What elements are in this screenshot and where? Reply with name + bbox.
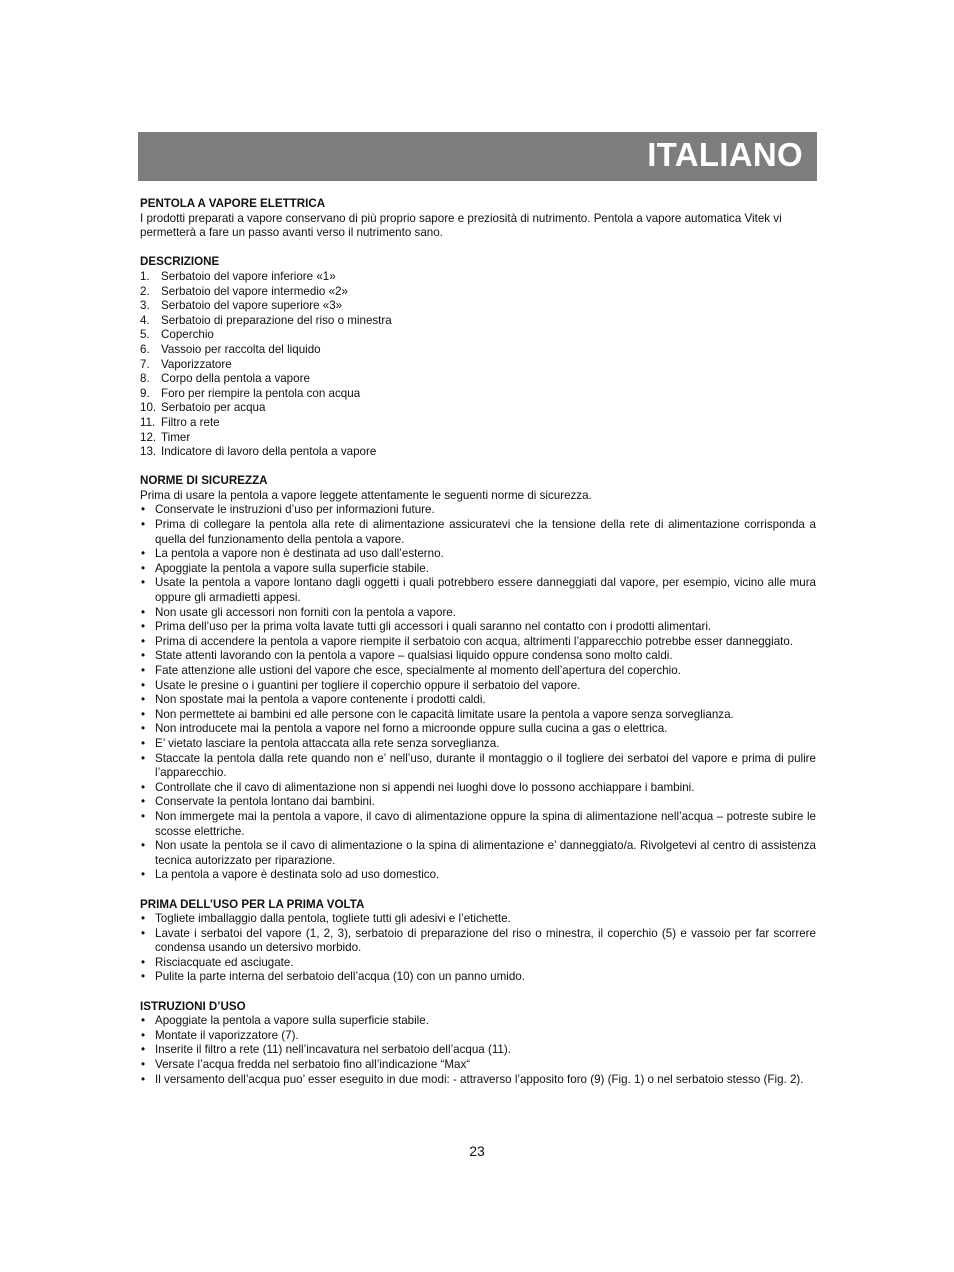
bullet-text: Non introducete mai la pentola a vapore nel forno a microonde oppure sulla cucina a gas o elettrica.: [155, 722, 668, 736]
description-item: [140, 416, 816, 431]
item-number: 4.: [140, 313, 150, 327]
item-text: Serbatoio del vapore superiore «3»: [161, 299, 343, 313]
item-text: Foro per riempire la pentola con acqua: [161, 386, 361, 400]
bullet-item: [140, 752, 816, 781]
item-number: 7.: [140, 357, 150, 371]
description-item: [140, 401, 816, 416]
bullet-text: Non spostate mai la pentola a vapore contenente i prodotti caldi.: [155, 693, 486, 707]
bullet-text: Non immergete mai la pentola a vapore, il cavo di alimentazione oppure la spina di alimentazione nell’acqua – potreste subire le scosse elettriche.: [155, 809, 816, 838]
page-content: [140, 197, 816, 1102]
language-title: ITALIANO: [647, 136, 803, 173]
bullet-text: Togliete imballaggio dalla pentola, togliete tutti gli adesivi e l’etichette.: [155, 912, 511, 926]
bullet-item: [140, 970, 816, 985]
bullet-icon: •: [141, 693, 146, 707]
bullet-icon: •: [141, 868, 146, 882]
instructions-heading: ISTRUZIONI D’USO: [140, 999, 246, 1013]
bullet-text: Non permettete ai bambini ed alle persone con le capacità limitate usare la pentola a vapore senza sorveglianza.: [155, 707, 734, 721]
item-text: Serbatoio per acqua: [161, 401, 266, 415]
bullet-item: [140, 547, 816, 562]
bullet-icon: •: [141, 722, 146, 736]
first-use-list: [140, 912, 816, 985]
bullet-icon: •: [141, 912, 146, 926]
first-use-section: [140, 898, 816, 986]
bullet-icon: •: [141, 649, 146, 663]
item-number: 2.: [140, 284, 150, 298]
bullet-item: [140, 576, 816, 605]
item-text: Serbatoio del vapore intermedio «2»: [161, 284, 348, 298]
bullet-text: Lavate i serbatoi del vapore (1, 2, 3), serbatoio di preparazione del riso o minestra, il coperchio (5) e vassoio per far scorrere condensa usando un detersivo morbido.: [155, 926, 816, 955]
bullet-icon: •: [141, 518, 146, 532]
bullet-text: Non usate la pentola se il cavo di alimentazione o la spina di alimentazione e’ danneggiato/a. Rivolgetevi al centro di assistenza tecnica autorizzato per riparazione.: [155, 839, 816, 867]
bullet-item: [140, 868, 816, 883]
instructions-list: [140, 1014, 816, 1087]
bullet-text: Non usate gli accessori non forniti con la pentola a vapore.: [155, 605, 456, 619]
bullet-icon: •: [141, 707, 146, 721]
item-number: 13.: [140, 445, 157, 459]
bullet-icon: •: [141, 576, 146, 590]
bullet-item: [140, 1058, 816, 1073]
bullet-text: Risciacquate ed asciugate.: [155, 955, 294, 969]
safety-section: [140, 474, 816, 883]
bullet-icon: •: [141, 809, 146, 823]
bullet-item: [140, 810, 816, 839]
bullet-item: [140, 912, 816, 927]
bullet-item: [140, 1014, 816, 1029]
item-number: 8.: [140, 372, 150, 386]
bullet-icon: •: [141, 751, 146, 765]
intro-heading: PENTOLA A VAPORE ELETTRICA: [140, 197, 326, 210]
item-text: Corpo della pentola a vapore: [161, 372, 310, 386]
bullet-icon: •: [141, 620, 146, 634]
bullet-item: [140, 606, 816, 621]
bullet-text: Apoggiate la pentola a vapore sulla superficie stabile.: [155, 561, 429, 575]
intro-text: I prodotti preparati a vapore conservano di più proprio sapore e preziosità di nutrimento. Pentola a vapore automatica Vitek vi permetterà a fare un passo avanti verso il nutrimento sano.: [140, 211, 782, 240]
bullet-icon: •: [141, 795, 146, 809]
item-number: 10.: [140, 401, 157, 415]
description-heading: DESCRIZIONE: [140, 255, 220, 269]
bullet-item: [140, 781, 816, 796]
bullet-text: Pulite la parte interna del serbatoio dell’acqua (10) con un panno umido.: [155, 970, 525, 984]
description-item: [140, 314, 816, 329]
bullet-text: La pentola a vapore è destinata solo ad uso domestico.: [155, 868, 440, 882]
bullet-text: Prima di accendere la pentola a vapore riempite il serbatoio con acqua, altrimenti l’apparecchio potrebbe esser danneggiato.: [155, 634, 794, 648]
bullet-item: [140, 708, 816, 723]
intro-section: [140, 197, 816, 241]
bullet-text: Apoggiate la pentola a vapore sulla superficie stabile.: [155, 1014, 429, 1028]
bullet-icon: •: [141, 1058, 146, 1072]
bullet-text: Il versamento dell’acqua puo’ esser eseguito in due modi: - attraverso l’apposito foro (9) (Fig. 1) o nel serbatoio stesso (Fig. 2).: [155, 1072, 804, 1086]
description-item: [140, 431, 816, 446]
bullet-icon: •: [141, 1028, 146, 1042]
bullet-text: Conservate la pentola lontano dai bambini.: [155, 795, 375, 809]
description-item: [140, 270, 816, 285]
item-number: 1.: [140, 269, 150, 283]
bullet-icon: •: [141, 561, 146, 575]
bullet-text: Staccate la pentola dalla rete quando non e’ nell’uso, durante il montaggio o il togliere dei serbatoi del vapore e prima di pulire l’apparecchio.: [155, 751, 816, 780]
bullet-text: La pentola a vapore non è destinata ad uso dall’esterno.: [155, 547, 444, 561]
bullet-text: Conservate le instruzioni d’uso per informazioni future.: [155, 503, 435, 517]
description-section: [140, 255, 816, 459]
bullet-icon: •: [141, 780, 146, 794]
item-text: Filtro a rete: [161, 415, 220, 429]
bullet-item: [140, 722, 816, 737]
bullet-text: Inserite il filtro a rete (11) nell’incavatura nel serbatoio dell’acqua (11).: [155, 1043, 511, 1057]
bullet-text: Prima dell’uso per la prima volta lavate tutti gli accessori i quali saranno nel contatto con i prodotti alimentari.: [155, 620, 712, 634]
bullet-icon: •: [141, 926, 146, 940]
bullet-icon: •: [141, 547, 146, 561]
bullet-icon: •: [141, 605, 146, 619]
item-number: 12.: [140, 430, 157, 444]
description-item: [140, 372, 816, 387]
first-use-heading: PRIMA DELL’USO PER LA PRIMA VOLTA: [140, 897, 365, 911]
language-banner: [138, 132, 817, 181]
description-item: [140, 285, 816, 300]
item-text: Coperchio: [161, 328, 214, 342]
description-list: [140, 270, 816, 460]
item-number: 6.: [140, 342, 150, 356]
item-text: Serbatoio del vapore inferiore «1»: [161, 269, 336, 283]
item-number: 11.: [140, 415, 156, 429]
bullet-text: E’ vietato lasciare la pentola attaccata alla rete senza sorveglianza.: [155, 736, 500, 750]
bullet-item: [140, 679, 816, 694]
item-text: Timer: [161, 430, 191, 444]
bullet-text: Usate le presine o i guantini per togliere il coperchio oppure il serbatoio del vapore.: [155, 678, 581, 692]
safety-heading: NORME DI SICUREZZA: [140, 474, 268, 488]
bullet-item: [140, 927, 816, 956]
bullet-text: Controllate che il cavo di alimentazione non si appendi nei luoghi dove lo possono acchiappare i bambini.: [155, 780, 695, 794]
bullet-text: Versate l’acqua fredda nel serbatoio fino all’indicazione “Max“: [155, 1058, 471, 1072]
item-number: 9.: [140, 386, 150, 400]
bullet-item: [140, 1073, 816, 1088]
bullet-text: Prima di collegare la pentola alla rete di alimentazione assicuratevi che la tensione della rete di alimentazione corrisponda a quella del funzionamento della pentola a vapore.: [155, 518, 816, 546]
bullet-item: [140, 1029, 816, 1044]
bullet-item: [140, 839, 816, 868]
bullet-icon: •: [141, 503, 146, 517]
bullet-text: Montate il vaporizzatore (7).: [155, 1028, 299, 1042]
bullet-icon: •: [141, 736, 146, 750]
item-text: Vaporizzatore: [161, 357, 232, 371]
bullet-icon: •: [141, 664, 146, 677]
bullet-icon: •: [141, 1072, 146, 1086]
bullet-item: [140, 649, 816, 664]
bullet-text: State attenti lavorando con la pentola a vapore – qualsiasi liquido oppure condensa sono molto caldi.: [155, 649, 673, 663]
bullet-icon: •: [141, 839, 146, 853]
instructions-section: [140, 1000, 816, 1088]
bullet-item: [140, 1043, 816, 1058]
bullet-icon: •: [141, 678, 146, 692]
description-item: [140, 328, 816, 343]
bullet-item: [140, 503, 816, 518]
bullet-item: [140, 562, 816, 577]
bullet-item: [140, 620, 816, 635]
bullet-icon: •: [141, 634, 146, 648]
description-item: [140, 358, 816, 373]
bullet-icon: •: [141, 955, 146, 969]
bullet-text: Usate la pentola a vapore lontano dagli oggetti i quali potrebbero essere danneggiati dal vapore, per esempio, vicino alle mura oppure gli armadietti appesi.: [155, 576, 816, 605]
bullet-item: [140, 737, 816, 752]
item-text: Indicatore di lavoro della pentola a vapore: [161, 445, 377, 459]
description-item: [140, 299, 816, 314]
bullet-item: [140, 518, 816, 547]
safety-intro: Prima di usare la pentola a vapore leggete attentamente le seguenti norme di sicurezza.: [140, 488, 592, 502]
page-number: 23: [469, 1143, 485, 1159]
bullet-item: [140, 795, 816, 810]
description-item: [140, 445, 816, 460]
bullet-item: [140, 635, 816, 650]
bullet-item: [140, 693, 816, 708]
description-item: [140, 343, 816, 358]
bullet-item: [140, 956, 816, 971]
item-number: 3.: [140, 299, 150, 313]
bullet-icon: •: [141, 970, 146, 984]
bullet-text: Fate attenzione alle ustioni del vapore che esce, specialmente al momento dell’apertura del coperchio.: [155, 664, 681, 677]
bullet-icon: •: [141, 1043, 146, 1057]
bullet-item: [140, 664, 816, 679]
description-item: [140, 387, 816, 402]
item-text: Serbatoio di preparazione del riso o minestra: [161, 313, 392, 327]
bullet-icon: •: [141, 1014, 146, 1028]
safety-list: [140, 503, 816, 882]
item-number: 5.: [140, 328, 150, 342]
item-text: Vassoio per raccolta del liquido: [161, 342, 321, 356]
